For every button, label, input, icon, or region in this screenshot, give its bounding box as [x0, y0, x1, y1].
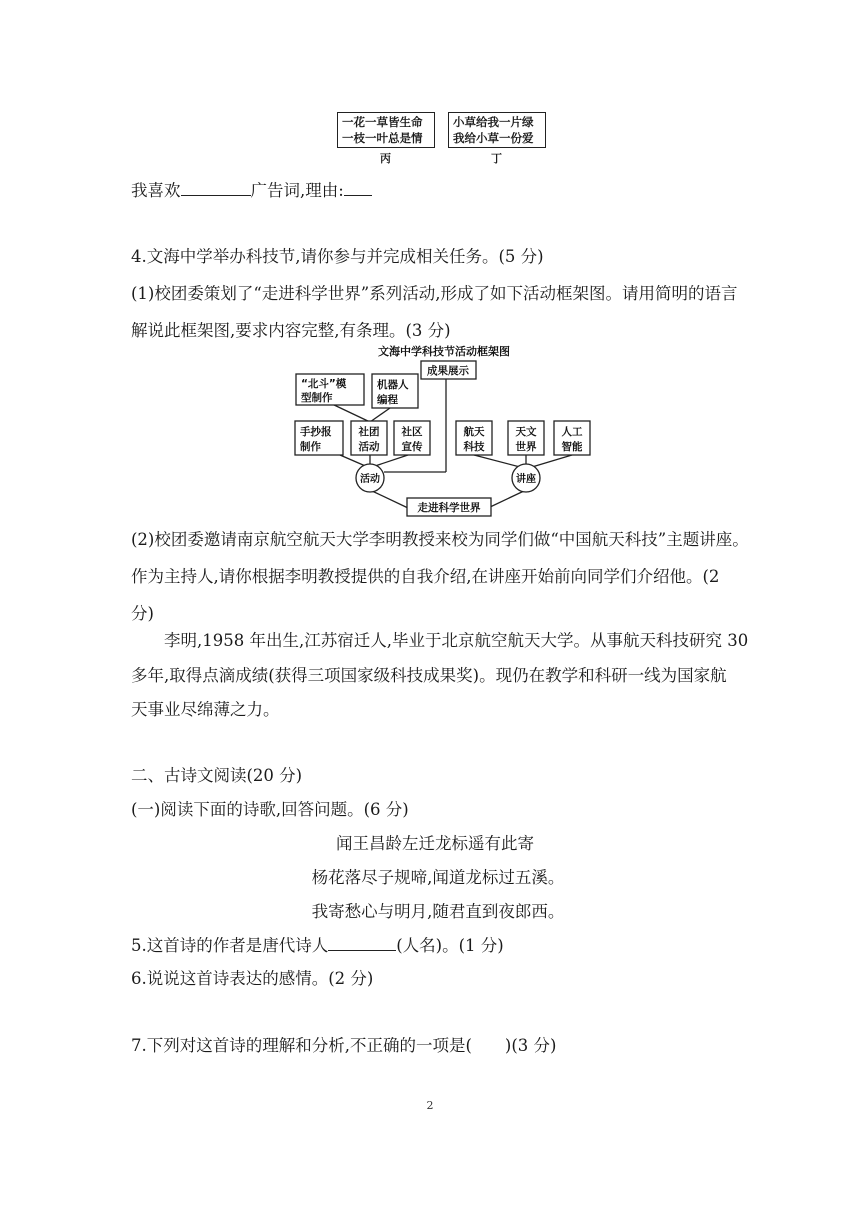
- circle-jiangzuo-label: 讲座: [516, 474, 536, 485]
- box-shetuan-l1: 社团: [358, 426, 380, 438]
- box-rengong-l1: 人工: [561, 426, 583, 438]
- circle-huodong-label: 活动: [360, 474, 380, 485]
- box-root-label: 走进科学世界: [417, 502, 481, 514]
- q3-middle: 广告词,理由:: [250, 181, 344, 200]
- box-tianwen-l1: 天文: [515, 426, 537, 438]
- box-shouchao-l1: 手抄报: [300, 426, 332, 438]
- intro-line2: 多年,取得点滴成绩(获得三项国家级科技成果奖)。现仍在教学和科研一线为国家航: [131, 666, 727, 685]
- box-shequ-l1: 社区: [401, 426, 423, 438]
- ad-ding-line2: 我给小草一份爱: [453, 131, 534, 145]
- box-rengong-l2: 智能: [561, 441, 583, 453]
- activity-framework-diagram: [290, 340, 600, 520]
- q4-part2-line2: 作为主持人,请你根据李明教授提供的自我介绍,在讲座开始前向同学们介绍他。(2: [131, 567, 720, 586]
- intro-line3: 天事业尽绵薄之力。: [131, 700, 280, 719]
- poem-title: 闻王昌龄左迁龙标遥有此寄: [336, 834, 534, 853]
- q5-prefix: 5.这首诗的作者是唐代诗人: [131, 936, 329, 955]
- q7-line: 7.下列对这首诗的理解和分析,不正确的一项是( )(3 分): [131, 1036, 557, 1055]
- q3-prefix: 我喜欢: [131, 181, 181, 200]
- q4-part1-line1: (1)校团委策划了“走进科学世界”系列活动,形成了如下活动框架图。请用简明的语言: [131, 284, 738, 303]
- box-shouchao-l2: 制作: [300, 441, 321, 453]
- ad-label-bing: 丙: [380, 152, 391, 165]
- section2-heading: 二、古诗文阅读(20 分): [131, 766, 303, 785]
- box-shetuan-l2: 活动: [358, 441, 380, 453]
- box-robot-l2: 编程: [377, 394, 398, 406]
- q5-line: [131, 935, 504, 957]
- q4-part1-line2: 解说此框架图,要求内容完整,有条理。(3 分): [131, 321, 451, 340]
- reason-blank[interactable]: [344, 180, 372, 196]
- diagram-title: 文海中学科技节活动框架图: [378, 345, 510, 358]
- box-chengguo-label: 成果展示: [427, 365, 469, 377]
- ad-ding-line1: 小草给我一片绿: [453, 115, 534, 129]
- ad-box-bing: [337, 112, 435, 148]
- ad-bing-line1: 一花一草皆生命: [342, 115, 423, 129]
- section2-sub1: (一)阅读下面的诗歌,回答问题。(6 分): [131, 800, 409, 819]
- ad-choice-blank[interactable]: [181, 180, 251, 196]
- q4-part2-line1: (2)校团委邀请南京航空航天大学李明教授来校为同学们做“中国航天科技”主题讲座。: [131, 530, 749, 549]
- box-beidou-l1: “北斗”模: [301, 378, 347, 390]
- q6-line: 6.说说这首诗表达的感情。(2 分): [131, 969, 374, 988]
- box-beidou-l2: 型制作: [301, 392, 333, 404]
- box-tianwen-l2: 世界: [515, 441, 537, 453]
- q4-title: 4.文海中学举办科技节,请你参与并完成相关任务。(5 分): [131, 247, 544, 266]
- poem-line2: 我寄愁心与明月,随君直到夜郎西。: [311, 902, 565, 921]
- page-number: 2: [426, 1099, 434, 1112]
- poet-name-blank[interactable]: [328, 935, 396, 951]
- box-shequ-l2: 宣传: [401, 441, 423, 453]
- q5-suffix: (人名)。(1 分): [396, 936, 504, 955]
- ad-box-ding: [448, 112, 546, 148]
- box-hangtian-l1: 航天: [463, 426, 485, 438]
- box-robot-l1: 机器人: [377, 379, 409, 391]
- intro-line1: 李明,1958 年出生,江苏宿迁人,毕业于北京航空航天大学。从事航天科技研究 30: [164, 631, 749, 650]
- q3-answer-line: [131, 180, 372, 202]
- ad-bing-line2: 一枝一叶总是情: [342, 131, 423, 145]
- box-hangtian-l2: 科技: [463, 441, 485, 453]
- ad-label-ding: 丁: [491, 152, 502, 165]
- q4-part2-line3: 分): [131, 604, 154, 623]
- poem-line1: 杨花落尽子规啼,闻道龙标过五溪。: [311, 868, 565, 887]
